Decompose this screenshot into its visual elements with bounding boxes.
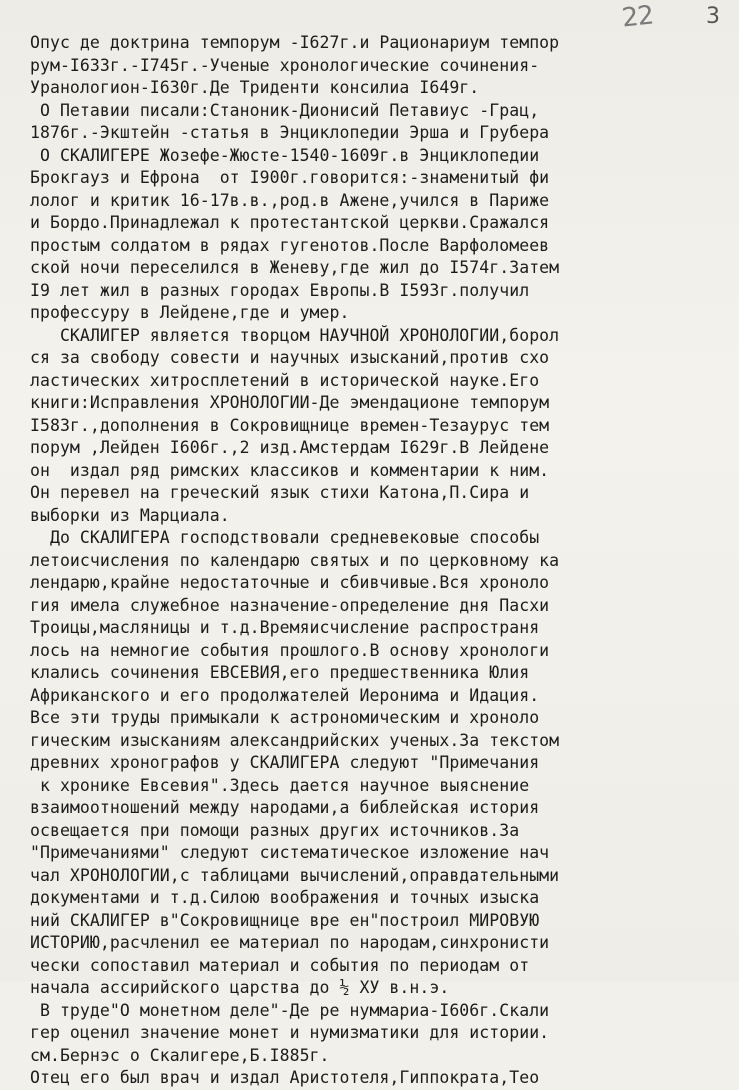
- text-line: ИСТОРИЮ,расчленил ее материал по народам,синхронисти: [30, 933, 550, 952]
- typewritten-text-block: [30, 32, 730, 1090]
- text-line: I9 лет жил в разных городах Европы.В I593г.получил: [30, 280, 530, 300]
- text-line: ластических хитросплетений в исторической науке.Его: [30, 370, 540, 390]
- text-line: рум-I633г.-I745г.-Ученые хронологические сочинения-: [30, 55, 540, 75]
- text-line: лендарю,крайне недостаточные и сбивчивые.Вся хроноло: [30, 573, 550, 592]
- text-line: чески сопоставил материал и события по периодам от: [30, 955, 530, 975]
- text-line: летоисчисления по календарю святых и по церковному ка: [30, 550, 560, 570]
- text-line: Троицы,масляницы и т.д.Времяисчисление распространя: [30, 618, 540, 637]
- text-line: освещается при помощи разных других источников.За: [30, 820, 520, 840]
- text-line: порум ,Лейден I606г.,2 изд.Амстердам I629г.В Лейдене: [30, 438, 550, 457]
- text-line: О СКАЛИГЕРЕ Жозефе-Жюсте-1540-1609г.в Энциклопедии: [30, 145, 540, 165]
- text-line: ний СКАЛИГЕР в"Сокровищнице вре ен"построил МИРОВУЮ: [30, 910, 540, 930]
- text-line: Брокгауз и Ефрона от I900г.говорится:-знаменитый фи: [30, 168, 550, 187]
- text-line: гия имела служебное назначение-определение дня Пасхи: [30, 595, 550, 615]
- text-line: гер оценил значение монет и нумизматики для истории.: [30, 1023, 550, 1042]
- text-line: профессуру в Лейдене,где и умер.: [30, 303, 350, 322]
- text-line: начала ассирийского царства до ½ ХУ в.н.э.: [30, 978, 450, 997]
- text-line: Он перевел на греческий язык стихи Катона,П.Сира и: [30, 483, 530, 502]
- text-line: В труде"О монетном деле"-Де ре нуммариа-I606г.Скали: [30, 1000, 550, 1020]
- text-line: 1876г.-Экштейн -статья в Энциклопедии Эрша и Грубера: [30, 123, 550, 142]
- text-line: к хронике Евсевия".Здесь дается научное выяснение: [30, 775, 530, 795]
- text-line: Уранологион-I630г.Де Триденти консилиа I649г.: [30, 78, 480, 97]
- handwritten-page-number: 22: [620, 0, 655, 34]
- text-line: взаимоотношений между народами,а библейская история: [30, 798, 540, 817]
- corner-number: 3: [706, 4, 720, 29]
- text-line: "Примечаниями" следуют систематическое изложение нач: [30, 843, 550, 862]
- text-line: лолог и критик 16-17в.в.,род.в Ажене,учился в Париже: [30, 190, 550, 210]
- text-line: простым солдатом в рядах гугенотов.После Варфоломеев: [30, 235, 550, 255]
- text-line: книги:Исправления ХРОНОЛОГИИ-Де эмендационе темпорум: [30, 393, 550, 412]
- text-line: I583г.,дополнения в Сокровищнице времен-Тезаурус тем: [30, 415, 550, 435]
- text-line: Африканского и его продолжателей Иеронима и Идация.: [30, 685, 540, 705]
- text-line: выборки из Марциала.: [30, 505, 230, 525]
- text-line: ся за свободу совести и научных изысканий,против схо: [30, 348, 550, 367]
- text-line: До СКАЛИГЕРА господствовали средневековые способы: [30, 528, 540, 547]
- text-line: СКАЛИГЕР является творцом НАУЧНОЙ ХРОНОЛОГИИ,борол: [30, 325, 560, 345]
- text-line: чал ХРОНОЛОГИИ,с таблицами вычислений,оправдательными: [30, 865, 560, 885]
- text-line: гическим изысканиям александрийских ученых.За текстом: [30, 730, 560, 750]
- text-line: и Бордо.Принадлежал к протестантской церкви.Сражался: [30, 213, 550, 232]
- text-line: Отец его был врач и издал Аристотеля,Гиппократа,Тео: [30, 1068, 540, 1087]
- text-line: древних хронографов у СКАЛИГЕРА следуют "Примечания: [30, 753, 540, 772]
- text-line: ской ночи переселился в Женеву,где жил до I574г.Затем: [30, 258, 560, 277]
- text-line: Все эти труды примыкали к астрономическим и хроноло: [30, 708, 540, 727]
- text-line: Опус де доктрина темпорум -I627г.и Рационариум темпор: [30, 33, 560, 52]
- text-line: см.Бернэс о Скалигере,Б.I885г.: [30, 1045, 330, 1065]
- text-line: лось на немногие события прошлого.В основу хронологи: [30, 640, 550, 660]
- text-line: клались сочинения ЕВСЕВИЯ,его предшественника Юлия: [30, 663, 530, 682]
- text-line: документами и т.д.Силою воображения и точных изыска: [30, 888, 540, 907]
- text-line: О Петавии писали:Станоник-Дионисий Петавиус -Грац,: [30, 100, 540, 120]
- text-line: он издал ряд римских классиков и комментарии к ним.: [30, 460, 550, 480]
